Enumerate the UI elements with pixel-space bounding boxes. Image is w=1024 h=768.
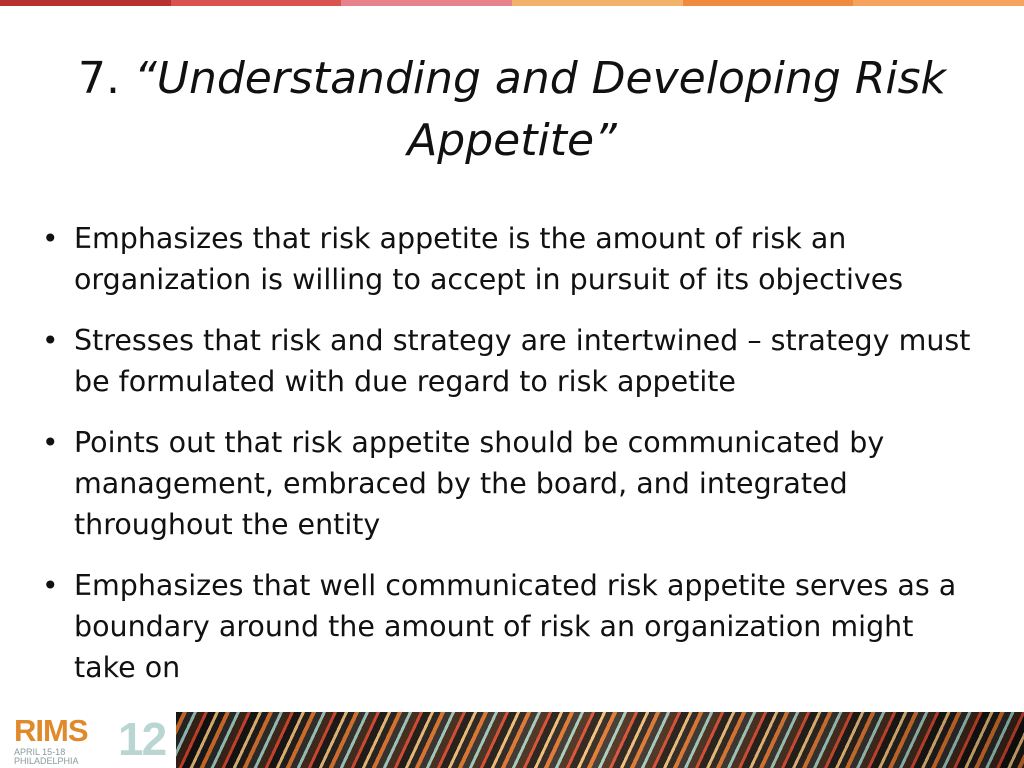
strip-segment xyxy=(0,0,171,6)
top-color-strip xyxy=(0,0,1024,6)
strip-segment xyxy=(683,0,854,6)
bullet-text: Stresses that risk and strategy are intertwined – strategy must be formulated with due regard to risk appetite xyxy=(74,324,971,398)
decorative-banner-image xyxy=(176,712,1024,768)
bullet-dot: • xyxy=(42,324,59,357)
bullet-dot: • xyxy=(42,426,59,459)
rims-logo xyxy=(10,708,170,768)
bullet-text: Emphasizes that risk appetite is the amount of risk an organization is willing to accept in pursuit of its objectives xyxy=(74,222,904,296)
bullet-dot: • xyxy=(42,569,59,602)
strip-segment xyxy=(341,0,512,6)
bullet-item xyxy=(40,565,980,688)
bullet-item xyxy=(40,218,980,300)
strip-segment xyxy=(853,0,1024,6)
title-text: “Understanding and Developing Risk Appetite” xyxy=(133,53,947,166)
bullet-item xyxy=(40,320,980,402)
logo-subtitle: APRIL 15-18 PHILADELPHIA xyxy=(14,747,79,766)
bullet-item xyxy=(40,422,980,545)
bullet-text: Points out that risk appetite should be communicated by management, embraced by the board, and integrated throughout the entity xyxy=(74,426,885,541)
bullet-list xyxy=(40,218,980,708)
strip-segment xyxy=(171,0,342,6)
footer xyxy=(0,708,1024,768)
logo-text: RIMS xyxy=(14,713,88,748)
slide-title xyxy=(40,48,984,172)
strip-segment xyxy=(512,0,683,6)
bullet-text: Emphasizes that well communicated risk appetite serves as a boundary around the amount of risk an organization might take on xyxy=(74,569,957,684)
logo-number: 12 xyxy=(118,713,166,765)
title-number: 7. xyxy=(77,53,134,104)
bullet-dot: • xyxy=(42,222,59,255)
